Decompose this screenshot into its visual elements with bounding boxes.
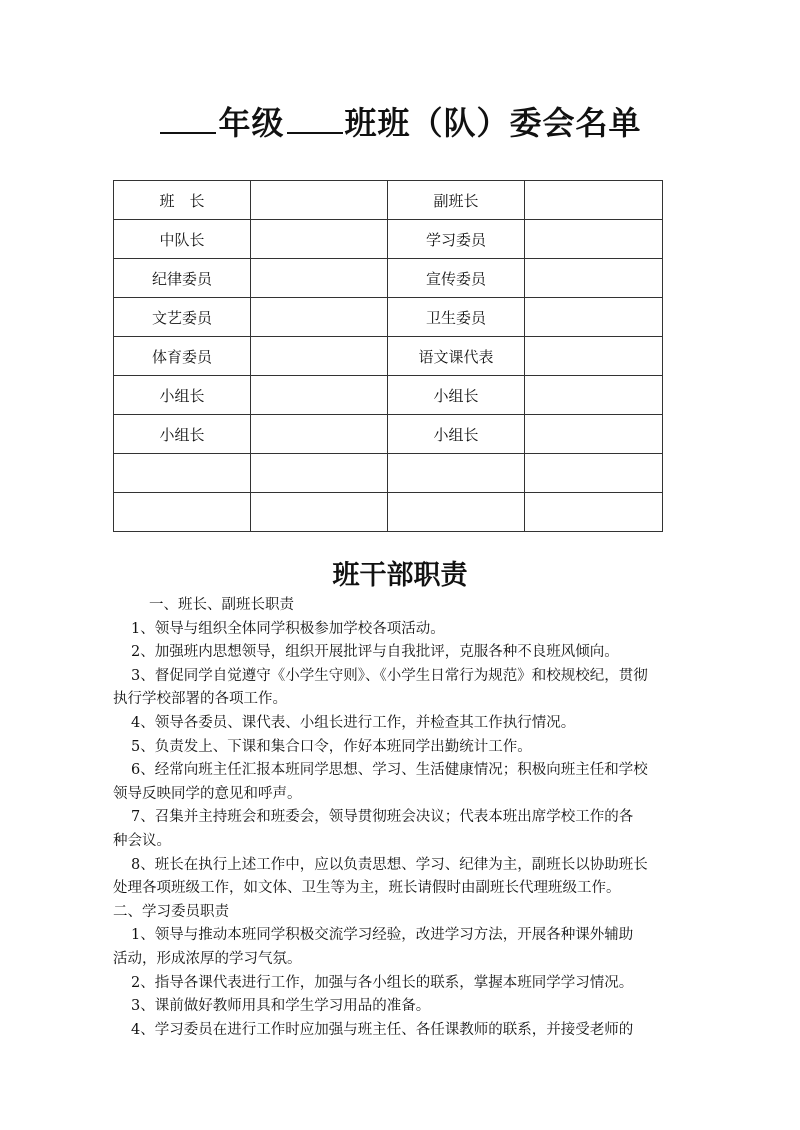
name-entry-cell[interactable] [525,337,663,376]
table-row [114,298,663,337]
name-entry-cell[interactable] [525,220,663,259]
role-label-cell: 中队长 [114,220,251,259]
section-title: 班干部职责 [332,560,468,591]
name-entry-cell[interactable] [251,337,388,376]
committee-roster-table [113,180,663,532]
table-row [114,493,663,532]
paragraph-line: 7、召集并主持班会和班委会，领导贯彻班会决议；代表本班出席学校工作的各 [131,809,634,826]
name-entry-cell[interactable] [251,376,388,415]
name-entry-cell[interactable] [525,415,663,454]
role-label-cell: 小组长 [114,415,251,454]
grade-blank [160,108,216,134]
paragraph-line: 8、班长在执行上述工作中，应以负责思想、学习、纪律为主，副班长以协助班长 [131,856,648,873]
table-row [114,376,663,415]
name-entry-cell[interactable] [525,376,663,415]
name-entry-cell[interactable] [525,493,663,532]
paragraph-line: 1、领导与推动本班同学积极交流学习经验，改进学习方法，开展各种课外辅助 [131,927,634,944]
role-label-cell: 文艺委员 [114,298,251,337]
role-label-cell: 班 长 [114,181,251,220]
paragraph-line: 2、指导各课代表进行工作，加强与各小组长的联系，掌握本班同学学习情况。 [131,974,634,991]
paragraph-line: 活动，形成浓厚的学习气氛。 [113,950,302,967]
role-label-cell: 学习委员 [388,220,525,259]
table-row [114,454,663,493]
role-label-cell: 体育委员 [114,337,251,376]
title-committee-label: 班班（队）委会名单 [344,104,642,142]
role-label-cell: 宣传委员 [388,259,525,298]
role-label-cell [114,454,251,493]
class-blank [287,108,343,134]
paragraph-line: 5、负责发上、下课和集合口令，作好本班同学出勤统计工作。 [131,738,532,755]
name-entry-cell[interactable] [251,298,388,337]
paragraph-line: 领导反映同学的意见和呼声。 [113,785,302,802]
name-entry-cell[interactable] [525,298,663,337]
name-entry-cell[interactable] [251,493,388,532]
paragraph-line: 4、学习委员在进行工作时应加强与班主任、各任课教师的联系，并接受老师的 [131,1021,634,1038]
role-label-cell: 卫生委员 [388,298,525,337]
table-row [114,415,663,454]
paragraph-line: 执行学校部署的各项工作。 [113,691,287,708]
paragraph-line: 6、经常向班主任汇报本班同学思想、学习、生活健康情况；积极向班主任和学校 [131,762,648,779]
paragraph-line: 3、课前做好教师用具和学生学习用品的准备。 [131,998,431,1015]
role-label-cell: 语文课代表 [388,337,525,376]
role-label-cell: 小组长 [388,415,525,454]
name-entry-cell[interactable] [525,181,663,220]
paragraph-line: 2、加强班内思想领导，组织开展批评与自我批评，克服各种不良班风倾向。 [131,644,619,661]
paragraph-line: 3、督促同学自觉遵守《小学生守则》、《小学生日常行为规范》和校规校纪，贯彻 [131,667,648,684]
table-row [114,181,663,220]
name-entry-cell[interactable] [251,454,388,493]
paragraph-line: 4、领导各委员、课代表、小组长进行工作，并检查其工作执行情况。 [131,714,576,731]
title-grade-label: 年级 [218,104,285,142]
name-entry-cell[interactable] [525,259,663,298]
role-label-cell [114,493,251,532]
role-label-cell: 纪律委员 [114,259,251,298]
paragraph-line: 处理各项班级工作，如文体、卫生等为主，班长请假时由副班长代理班级工作。 [113,880,621,897]
role-label-cell: 副班长 [388,181,525,220]
paragraph-line: 二、学习委员职责 [113,903,229,920]
role-label-cell [388,454,525,493]
paragraph-line: 1、领导与组织全体同学积极参加学校各项活动。 [131,620,445,637]
name-entry-cell[interactable] [251,220,388,259]
role-label-cell: 小组长 [114,376,251,415]
paragraph-line: 种会议。 [113,832,171,849]
page-title [0,98,800,144]
table-row [114,220,663,259]
name-entry-cell[interactable] [251,259,388,298]
table-row [114,337,663,376]
name-entry-cell[interactable] [251,181,388,220]
role-label-cell: 小组长 [388,376,525,415]
name-entry-cell[interactable] [251,415,388,454]
role-label-cell [388,493,525,532]
name-entry-cell[interactable] [525,454,663,493]
paragraph-line: 一、班长、副班长职责 [149,597,294,613]
table-row [114,259,663,298]
duties-text [113,594,688,1042]
